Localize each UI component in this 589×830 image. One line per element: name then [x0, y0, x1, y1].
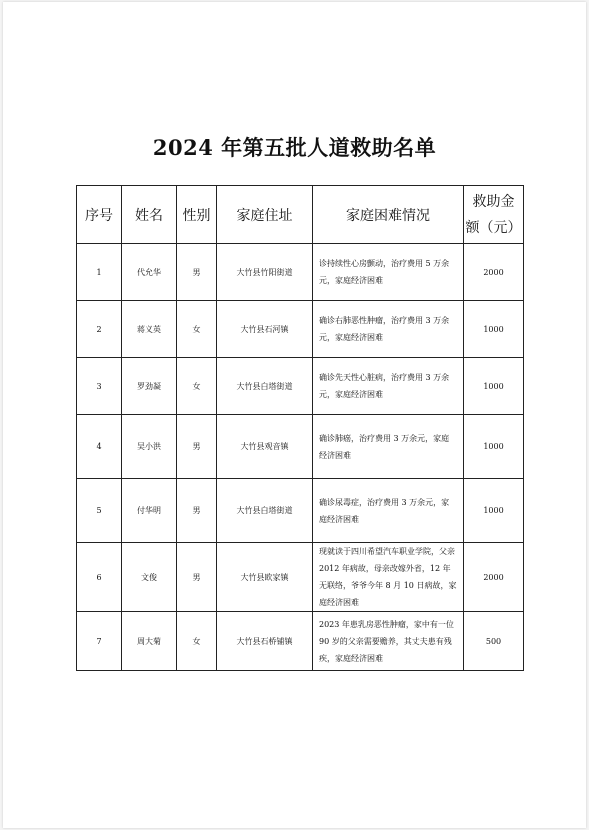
cell-amount: 1000 [464, 358, 524, 415]
cell-situation: 现就读于四川希望汽车职业学院，父亲 2012 年病故，母亲改嫁外省，12 年无联络，爷爷今年 8 月 10 日病故，家庭经济困难 [313, 543, 464, 612]
cell-name: 周大菊 [122, 612, 177, 671]
cell-gender: 女 [177, 358, 217, 415]
table-row [77, 244, 524, 301]
cell-name: 代允华 [122, 244, 177, 301]
cell-name: 罗劲凝 [122, 358, 177, 415]
cell-situation: 确诊先天性心脏病，治疗费用 3 万余元，家庭经济困难 [313, 358, 464, 415]
header-name: 姓名 [122, 186, 177, 244]
table-header-row [77, 186, 524, 244]
cell-name: 蒋义英 [122, 301, 177, 358]
cell-name: 付华明 [122, 479, 177, 543]
cell-address: 大竹县观音镇 [217, 415, 313, 479]
cell-address: 大竹县白塔街道 [217, 479, 313, 543]
table-row [77, 543, 524, 612]
cell-situation: 2023 年患乳房恶性肿瘤，家中有一位 90 岁的父亲需要赡养，其丈夫患有残疾，家庭经济困难 [313, 612, 464, 671]
cell-name: 吴小洪 [122, 415, 177, 479]
header-index: 序号 [77, 186, 122, 244]
table-row [77, 358, 524, 415]
header-amount-line1: 救助金 [472, 193, 515, 210]
cell-gender: 女 [177, 612, 217, 671]
cell-index: 5 [77, 479, 122, 543]
cell-situation: 诊持续性心房颤动，治疗费用 5 万余元，家庭经济困难 [313, 244, 464, 301]
cell-address: 大竹县白塔街道 [217, 358, 313, 415]
relief-list-table [76, 185, 524, 671]
table-row [77, 301, 524, 358]
cell-amount: 1000 [464, 479, 524, 543]
cell-name: 文俊 [122, 543, 177, 612]
table-row [77, 479, 524, 543]
cell-index: 4 [77, 415, 122, 479]
header-amount-line2: 额（元） [465, 219, 522, 236]
cell-situation: 确诊尿毒症，治疗费用 3 万余元，家庭经济困难 [313, 479, 464, 543]
cell-amount: 1000 [464, 301, 524, 358]
cell-situation: 确诊肺癌，治疗费用 3 万余元，家庭经济困难 [313, 415, 464, 479]
cell-gender: 男 [177, 543, 217, 612]
cell-gender: 男 [177, 479, 217, 543]
header-amount [464, 186, 524, 244]
header-situation: 家庭困难情况 [313, 186, 464, 244]
cell-index: 3 [77, 358, 122, 415]
cell-gender: 男 [177, 244, 217, 301]
document-page [3, 2, 586, 828]
cell-index: 1 [77, 244, 122, 301]
cell-address: 大竹县竹阳街道 [217, 244, 313, 301]
table-row [77, 415, 524, 479]
table-row [77, 612, 524, 671]
cell-amount: 1000 [464, 415, 524, 479]
cell-index: 2 [77, 301, 122, 358]
header-gender: 性别 [177, 186, 217, 244]
cell-situation: 确诊右肺恶性肿瘤，治疗费用 3 万余元，家庭经济困难 [313, 301, 464, 358]
cell-index: 7 [77, 612, 122, 671]
document-title: 2024 年第五批人道救助名单 [152, 135, 437, 160]
cell-amount: 500 [464, 612, 524, 671]
cell-amount: 2000 [464, 543, 524, 612]
header-address: 家庭住址 [217, 186, 313, 244]
cell-address: 大竹县欧家镇 [217, 543, 313, 612]
cell-address: 大竹县石桥铺镇 [217, 612, 313, 671]
cell-gender: 男 [177, 415, 217, 479]
cell-amount: 2000 [464, 244, 524, 301]
cell-address: 大竹县石河镇 [217, 301, 313, 358]
cell-gender: 女 [177, 301, 217, 358]
cell-index: 6 [77, 543, 122, 612]
